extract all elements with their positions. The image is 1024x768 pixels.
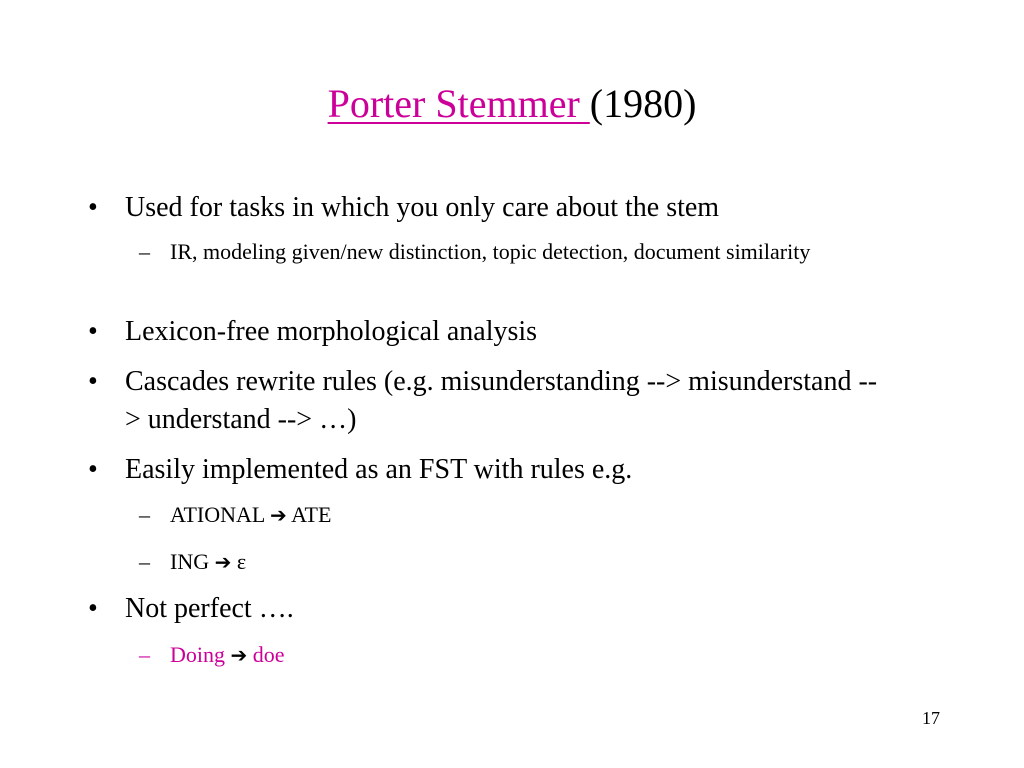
title-link[interactable]: Porter Stemmer	[327, 81, 590, 126]
dash-icon: –	[139, 502, 150, 527]
dash-icon: –	[139, 239, 150, 264]
bullet-text: Cascades rewrite rules (e.g. misunderstanding --> misunderstand --> understand --> …)	[125, 366, 878, 435]
rule-target: ε	[236, 549, 247, 574]
bullet-item	[88, 313, 885, 351]
bullet-item	[88, 590, 885, 628]
rule-target: ATE	[291, 502, 332, 527]
bullet-icon: •	[88, 192, 98, 223]
title-year: (1980)	[589, 81, 697, 126]
bullet-icon: •	[88, 366, 98, 397]
bullet-text: Lexicon-free morphological analysis	[125, 316, 538, 347]
rule-source: ATIONAL	[170, 502, 265, 527]
bullet-icon: •	[88, 593, 98, 624]
bullet-icon: •	[88, 454, 98, 485]
slide-title	[0, 80, 1024, 128]
sub-bullet-item	[139, 638, 900, 672]
bullet-text: Used for tasks in which you only care about the stem	[125, 192, 720, 223]
bullet-icon: •	[88, 316, 98, 347]
arrow-right-icon: ➔	[230, 643, 248, 667]
sub-bullet-text: IR, modeling given/new distinction, topic detection, document similarity	[170, 239, 811, 264]
page-number: 17	[922, 708, 940, 728]
bullet-item	[88, 451, 885, 489]
bullet-text: Easily implemented as an FST with rules e.g.	[125, 454, 633, 485]
rule-source: ING	[170, 549, 210, 574]
example-output: doe	[252, 642, 285, 667]
bullet-item	[88, 363, 885, 439]
sub-bullet-item	[139, 498, 900, 532]
dash-icon: –	[139, 549, 150, 574]
sub-bullet-item	[139, 545, 900, 579]
bullet-item	[88, 189, 885, 227]
dash-icon: –	[139, 642, 150, 667]
arrow-right-icon: ➔	[270, 503, 287, 527]
arrow-right-icon: ➔	[214, 550, 232, 574]
bullet-text: Not perfect ….	[125, 593, 294, 624]
example-input: Doing	[170, 642, 225, 667]
sub-bullet-item	[139, 235, 900, 268]
